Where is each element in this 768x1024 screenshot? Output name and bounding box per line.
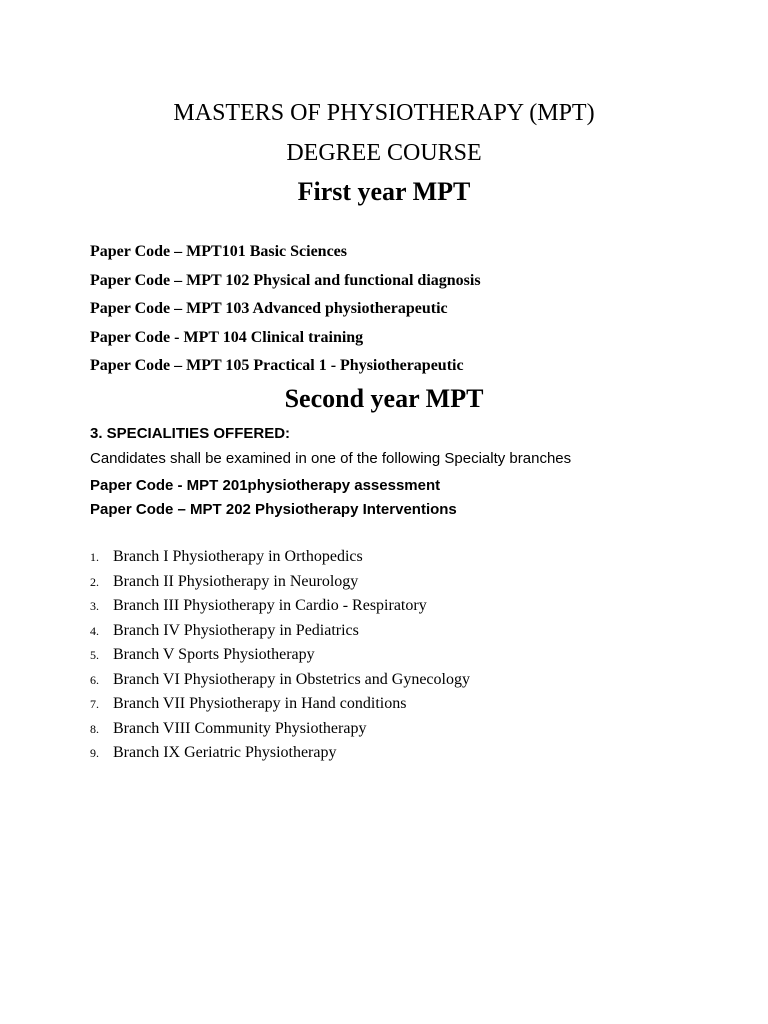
document-title-line1: MASTERS OF PHYSIOTHERAPY (MPT) (173, 100, 595, 126)
branch-item (90, 668, 470, 693)
branch-number: 6. (90, 672, 99, 687)
branch-text: Branch VIII Community Physiotherapy (113, 719, 367, 737)
branch-item (90, 741, 470, 766)
first-year-paper-list (90, 238, 481, 381)
branch-number: 7. (90, 697, 99, 711)
paper-item: Paper Code - MPT 201physiotherapy assessment (90, 477, 441, 494)
document-title-line2: DEGREE COURSE (286, 140, 482, 166)
branch-item (90, 619, 470, 644)
paper-item: Paper Code – MPT 105 Practical 1 - Physiotherapeutic (90, 357, 464, 374)
branch-list (90, 545, 470, 766)
branch-text: Branch IV Physiotherapy in Pediatrics (113, 621, 359, 639)
paper-item: Paper Code – MPT 202 Physiotherapy Interventions (90, 501, 457, 518)
branch-item (90, 643, 470, 668)
branch-item (90, 594, 470, 619)
branch-number: 1. (90, 550, 99, 564)
second-year-paper-list (90, 474, 457, 522)
branch-number: 8. (90, 721, 99, 736)
paper-item: Paper Code – MPT 102 Physical and functional diagnosis (90, 271, 481, 289)
branch-text: Branch VI Physiotherapy in Obstetrics and Gynecology (113, 670, 470, 688)
branch-text: Branch IX Geriatric Physiotherapy (113, 744, 337, 761)
branch-number: 9. (90, 746, 99, 760)
branch-number: 3. (90, 599, 99, 613)
branch-text: Branch I Physiotherapy in Orthopedics (113, 548, 363, 565)
specialities-heading: 3. SPECIALITIES OFFERED: (90, 425, 291, 442)
paper-item: Paper Code – MPT101 Basic Sciences (90, 243, 348, 260)
paper-item: Paper Code - MPT 104 Clinical training (90, 328, 364, 346)
paper-item: Paper Code – MPT 103 Advanced physiotherapeutic (90, 300, 448, 317)
branch-item (90, 692, 470, 717)
branch-item (90, 545, 470, 570)
first-year-heading: First year MPT (297, 177, 471, 206)
branch-text: Branch VII Physiotherapy in Hand conditions (113, 695, 407, 712)
second-year-heading: Second year MPT (284, 384, 484, 413)
branch-text: Branch III Physiotherapy in Cardio - Respiratory (113, 597, 427, 614)
specialities-description: Candidates shall be examined in one of the following Specialty branches (90, 450, 572, 467)
branch-number: 2. (90, 574, 99, 589)
branch-text: Branch V Sports Physiotherapy (113, 646, 315, 663)
branch-text: Branch II Physiotherapy in Neurology (113, 572, 359, 590)
branch-item (90, 570, 470, 595)
branch-item (90, 717, 470, 742)
branch-number: 4. (90, 623, 99, 638)
branch-number: 5. (90, 648, 99, 662)
